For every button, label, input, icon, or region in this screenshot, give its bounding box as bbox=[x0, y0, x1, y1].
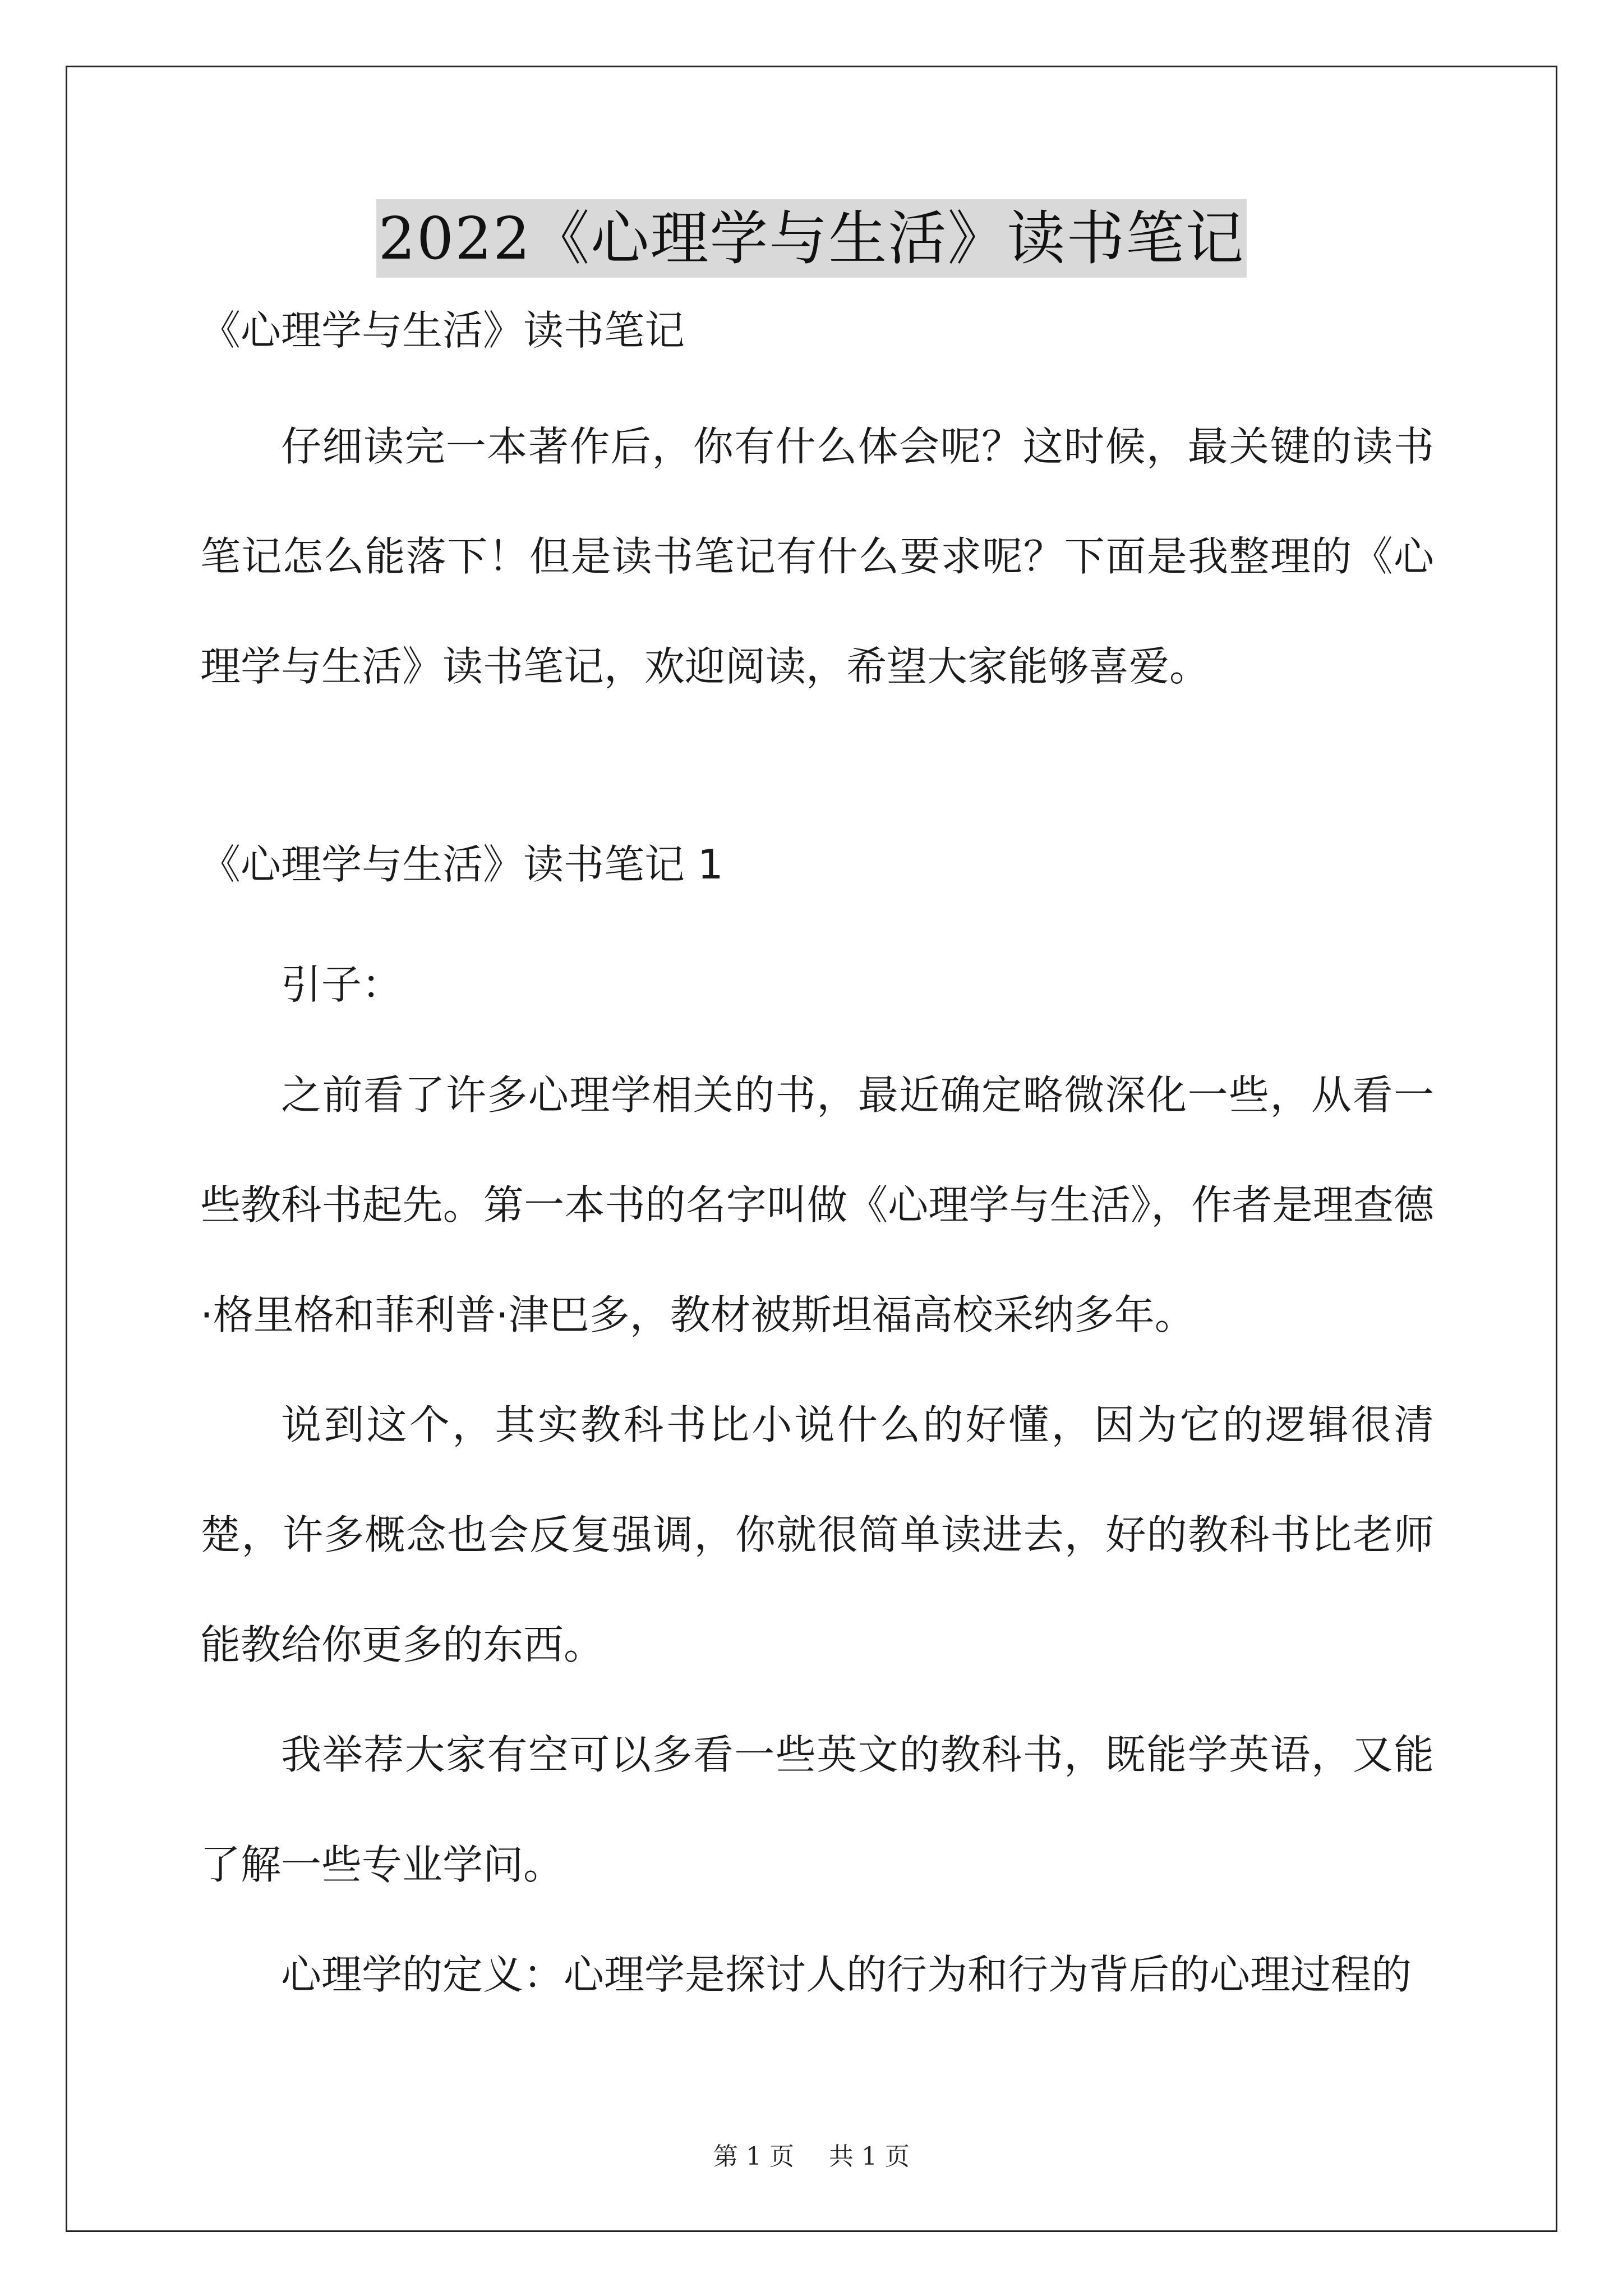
document-subtitle: 《心理学与生活》读书笔记 bbox=[200, 307, 685, 354]
body-paragraph-3: 说到这个，其实教科书比小说什么的好懂，因为它的逻辑很清楚，许多概念也会反复强调，你就很简单读进去，好的教科书比老师能教给你更多的东西。 bbox=[200, 1401, 1434, 1668]
document-body bbox=[200, 303, 1434, 2030]
body-paragraph-5: 心理学的定义：心理学是探讨人的行为和行为背后的心理过程的 bbox=[281, 1951, 1412, 1998]
page-number-total: 共 1 页 bbox=[829, 2142, 910, 2171]
body-paragraph-4: 我举荐大家有空可以多看一些英文的教科书，既能学英语，又能了解一些专业学问。 bbox=[200, 1731, 1434, 1888]
page-footer bbox=[0, 2136, 1623, 2172]
intro-paragraph: 仔细读完一本著作后，你有什么体会呢？这时候，最关键的读书笔记怎么能落下！但是读书笔记有什么要求呢？下面是我整理的《心理学与生活》读书笔记，欢迎阅读，希望大家能够喜爱。 bbox=[200, 423, 1434, 690]
body-paragraph-1: 引子： bbox=[281, 961, 403, 1008]
page-number-current: 第 1 页 bbox=[713, 2142, 794, 2171]
document-title: 2022《心理学与生活》读书笔记 bbox=[376, 199, 1247, 278]
section-heading: 《心理学与生活》读书笔记 1 bbox=[200, 841, 723, 888]
title-container bbox=[0, 199, 1623, 278]
body-paragraph-2: 之前看了许多心理学相关的书，最近确定略微深化一些，从看一些教科书起先。第一本书的名字叫做《心理学与生活》，作者是理查德·格里格和菲利普·津巴多，教材被斯坦福高校采纳多年。 bbox=[200, 1071, 1434, 1338]
